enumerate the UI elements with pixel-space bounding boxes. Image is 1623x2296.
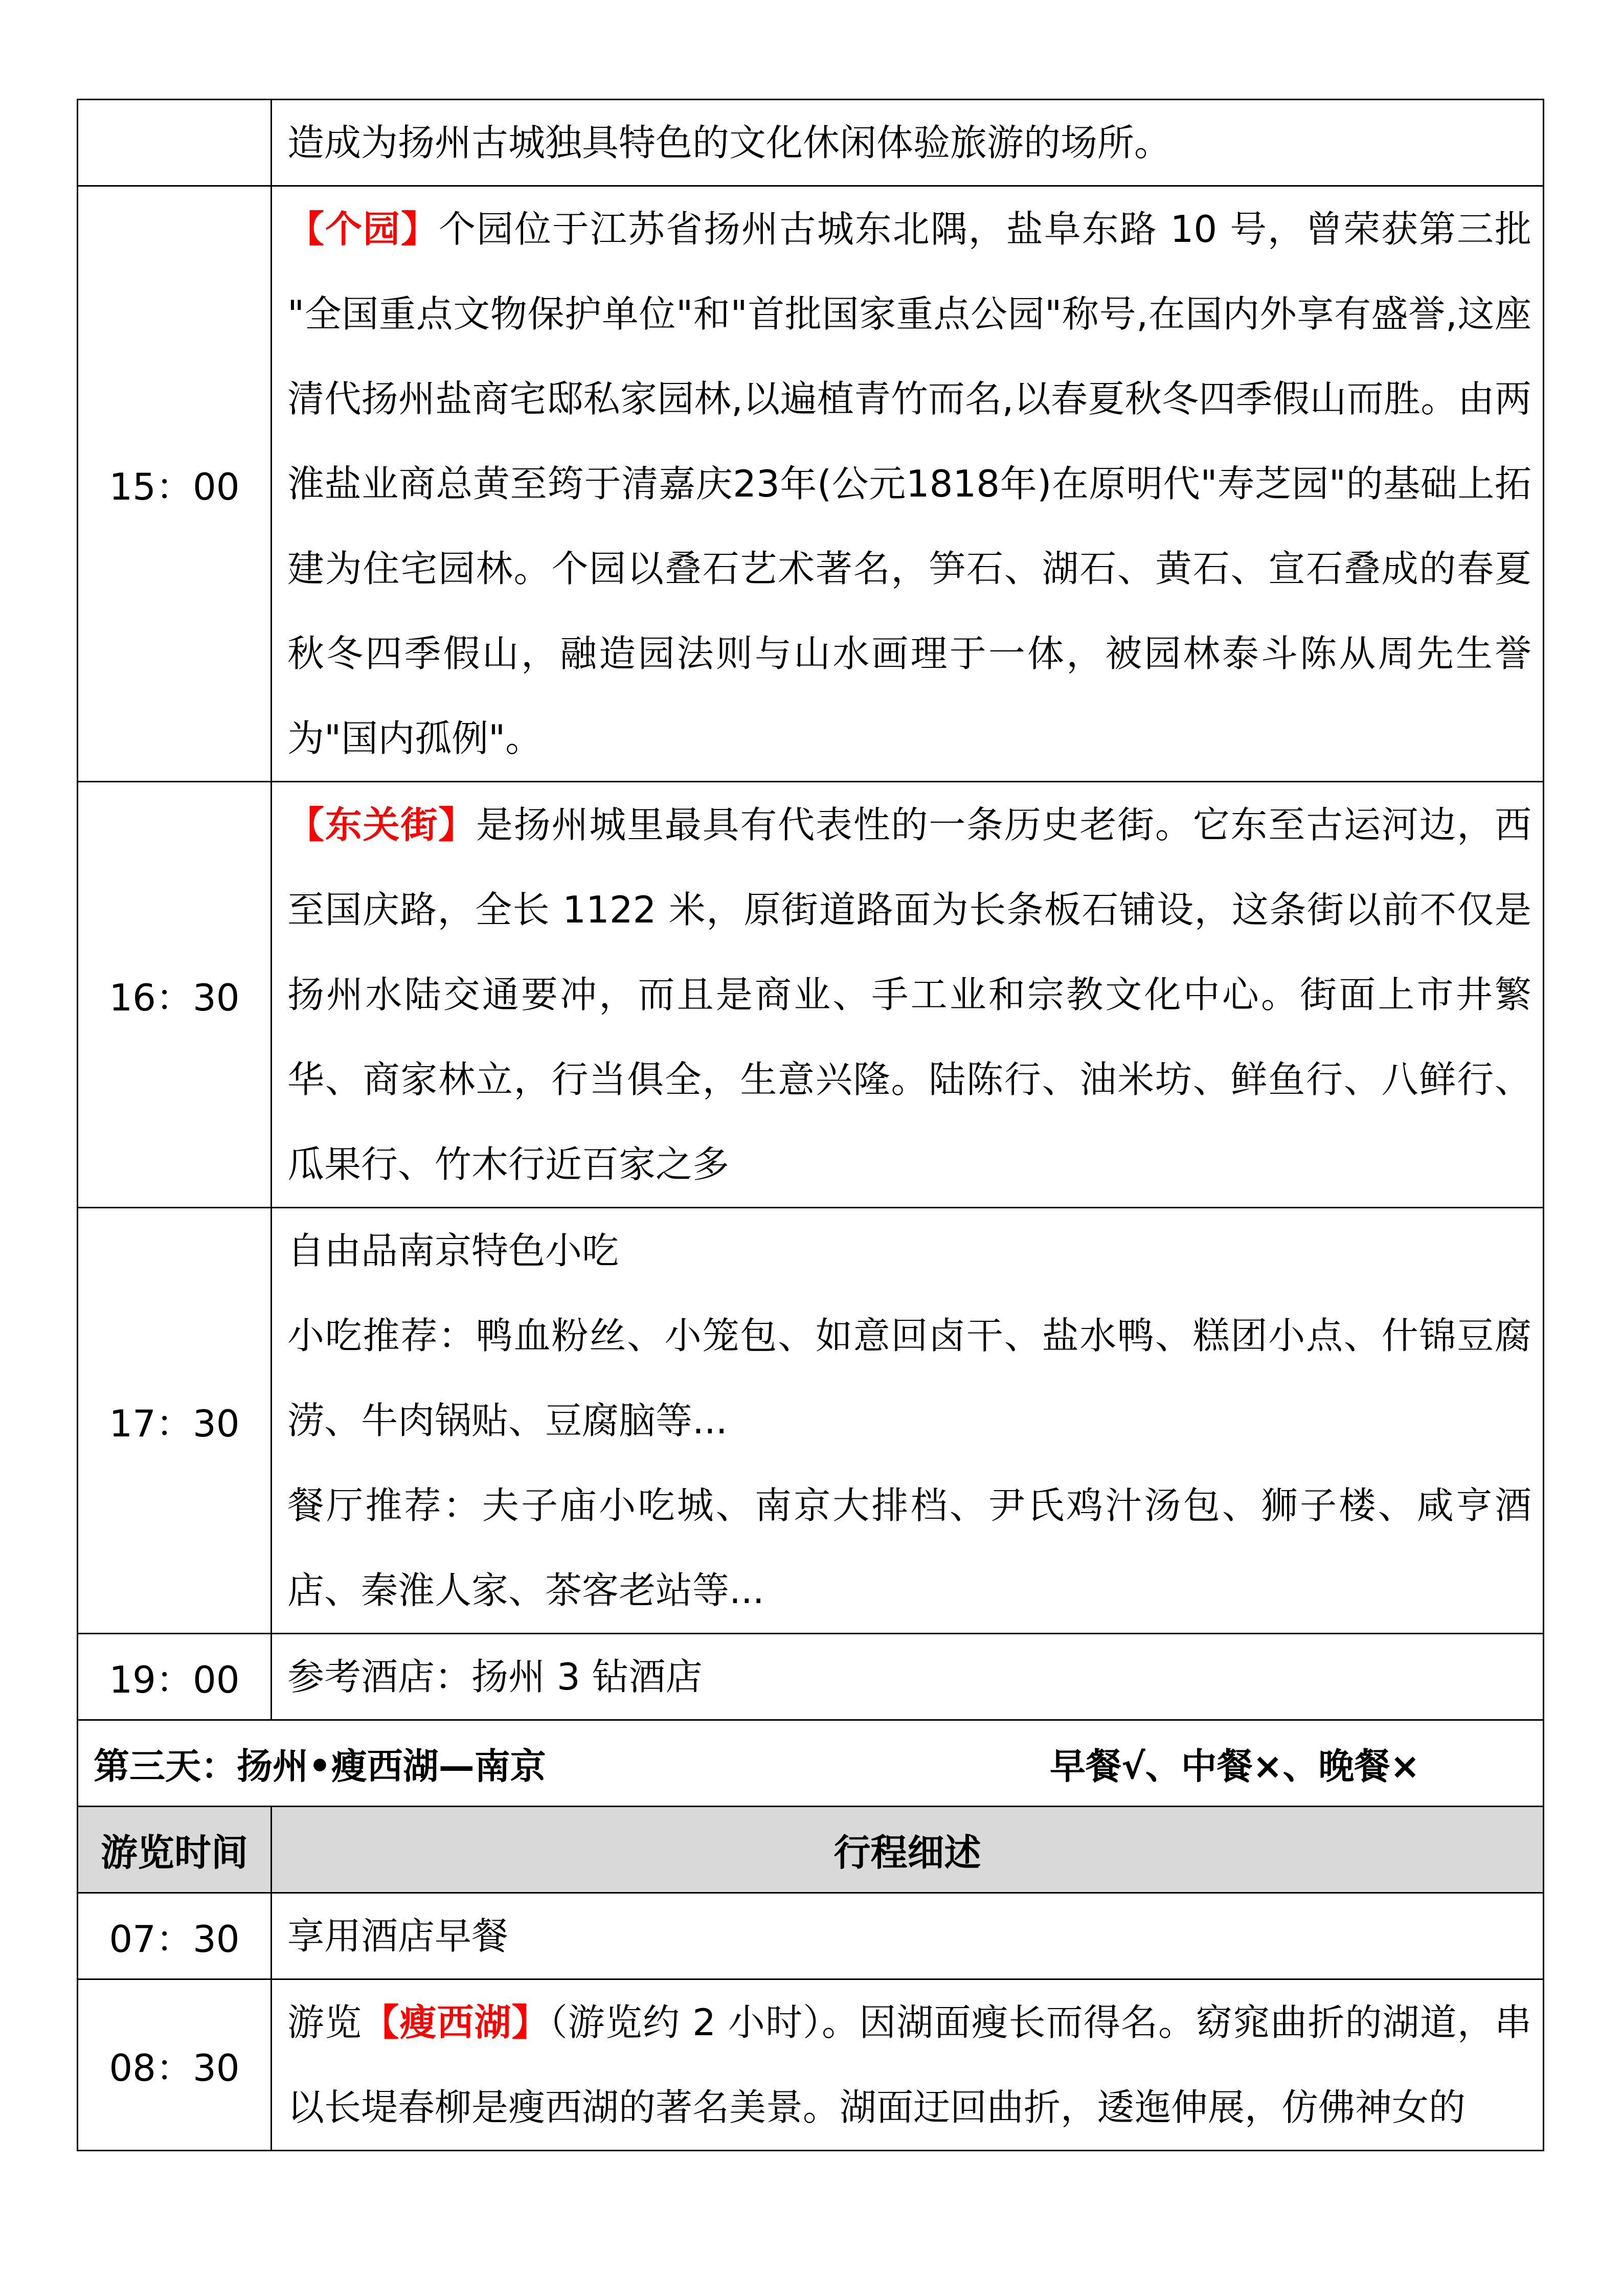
time-cell [78, 100, 272, 186]
table-row [78, 1208, 1544, 1634]
desc-cell [272, 100, 1544, 186]
attraction-description: 是扬州城里最具有代表性的一条历史老街。它东至古运河边，西至国庆路，全长 1122 米，原街道路面为长条板石铺设，这条街以前不仅是扬州水陆交通要冲，而且是商业、手工业和宗教文化中心。街面上市井繁华、商家林立，行当俱全，生意兴隆。陆陈行、油米坊、鲜鱼行、八鲜行、瓜果行、竹木行近百家之多 [287, 803, 1531, 1186]
day-title: 第三天：扬州•瘦西湖—南京 [94, 1745, 546, 1787]
table-row [78, 1979, 1544, 2151]
time-cell: 19：00 [78, 1634, 272, 1720]
desc-line: 自由品南京特色小吃 [287, 1229, 619, 1272]
time-cell: 15：00 [78, 186, 272, 782]
desc-prefix: 游览 [287, 2001, 363, 2044]
time-cell: 17：30 [78, 1208, 272, 1634]
desc-line: 造成为扬州古城独具特色的文化休闲体验旅游的场所。 [287, 121, 1171, 164]
day-heading-row [78, 1720, 1544, 1807]
itinerary-table [77, 99, 1544, 2151]
hotel-reference: 参考酒店：扬州 3 钻酒店 [287, 1655, 703, 1698]
time-cell: 07：30 [78, 1893, 272, 1979]
desc-cell [272, 1634, 1544, 1720]
header-desc: 行程细述 [272, 1807, 1544, 1893]
attraction-name: 【个园】 [287, 208, 439, 251]
table-header-row [78, 1807, 1544, 1893]
desc-cell [272, 1979, 1544, 2151]
snack-recommendation: 小吃推荐：鸭血粉丝、小笼包、如意回卤干、盐水鸭、糕团小点、什锦豆腐涝、牛肉锅贴、豆腐脑等... [287, 1314, 1531, 1442]
attraction-name: 【东关街】 [287, 803, 476, 846]
time-cell: 16：30 [78, 782, 272, 1208]
table-row [78, 1893, 1544, 1979]
table-row [78, 782, 1544, 1208]
desc-cell [272, 782, 1544, 1208]
header-time: 游览时间 [78, 1807, 272, 1893]
itinerary-page [77, 99, 1544, 2151]
table-row [78, 1634, 1544, 1720]
table-row [78, 186, 1544, 782]
day-heading-cell [78, 1720, 1544, 1807]
attraction-description: （游览约 2 小时）。因湖面瘦长而得名。窈窕曲折的湖道，串以长堤春柳是瘦西湖的著名美景。湖面迂回曲折，逶迤伸展，仿佛神女的 [287, 2001, 1531, 2129]
desc-cell [272, 1208, 1544, 1634]
desc-cell [272, 1893, 1544, 1979]
table-row [78, 100, 1544, 186]
restaurant-recommendation: 餐厅推荐：夫子庙小吃城、南京大排档、尹氏鸡汁汤包、狮子楼、咸亨酒店、秦淮人家、茶客老站等... [287, 1484, 1531, 1612]
attraction-name: 【瘦西湖】 [362, 2001, 549, 2044]
meal-info: 早餐√、中餐×、晚餐× [1050, 1745, 1420, 1787]
time-cell: 08：30 [78, 1979, 272, 2151]
desc-cell [272, 186, 1544, 782]
desc-line: 享用酒店早餐 [287, 1915, 509, 1957]
attraction-description: 个园位于江苏省扬州古城东北隅，盐阜东路 10 号，曾荣获第三批 "全国重点文物保护单位"和"首批国家重点公园"称号,在国内外享有盛誉,这座清代扬州盐商宅邸私家园林,以遍植青竹而名,以春夏秋冬四季假山而胜。由两淮盐业商总黄至筠于清嘉庆23年(公元1818年)在原明代"寿芝园"的基础上拓建为住宅园林。个园以叠石艺术著名，笋石、湖石、黄石、宣石叠成的春夏秋冬四季假山，融造园法则与山水画理于一体，被园林泰斗陈从周先生誉为"国内孤例"。 [287, 208, 1531, 760]
